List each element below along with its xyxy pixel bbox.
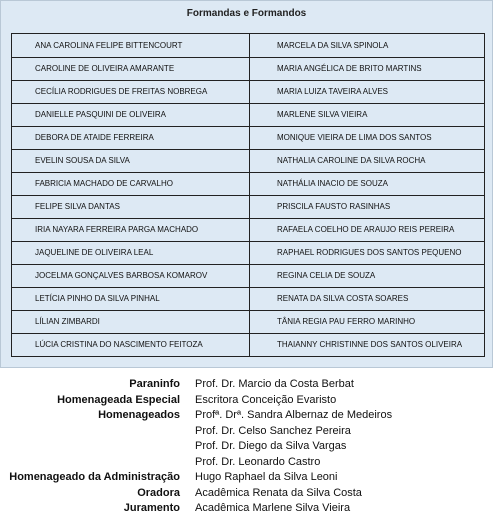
credit-line: [0, 455, 493, 471]
credit-line: [0, 501, 493, 517]
credit-person: Prof. Dr. Leonardo Castro: [195, 455, 321, 468]
graduate-name: JOCELMA GONÇALVES BARBOSA KOMAROV: [35, 271, 208, 280]
graduate-name: LETÍCIA PINHO DA SILVA PINHAL: [35, 294, 160, 303]
table-row: [12, 34, 484, 58]
ceremony-credits: [0, 377, 493, 517]
graduate-name: TÂNIA REGIA PAU FERRO MARINHO: [277, 317, 416, 326]
credit-role: Homenageados: [98, 409, 180, 421]
credit-person: Escritora Conceição Evaristo: [195, 393, 337, 406]
graduate-name: MARIA LUIZA TAVEIRA ALVES: [277, 87, 389, 96]
graduate-name: DANIELLE PASQUINI DE OLIVEIRA: [35, 110, 167, 119]
graduate-name: FELIPE SILVA DANTAS: [35, 202, 120, 211]
credit-person: Prof. Dr. Marcio da Costa Berbat: [195, 378, 354, 390]
credit-line: [0, 470, 493, 486]
credit-role: Homenageado da Administração: [9, 471, 180, 483]
graduate-name: NATHALIA CAROLINE DA SILVA ROCHA: [277, 156, 426, 165]
graduate-name: RAFAELA COELHO DE ARAUJO REIS PEREIRA: [277, 225, 455, 234]
graduate-name: EVELIN SOUSA DA SILVA: [35, 156, 130, 165]
graduate-name: RAPHAEL RODRIGUES DOS SANTOS PEQUENO: [277, 248, 462, 257]
graduate-name: RENATA DA SILVA COSTA SOARES: [277, 294, 409, 303]
credit-role: Homenageada Especial: [57, 393, 180, 406]
table-row: [12, 333, 484, 356]
table-row: [12, 241, 484, 265]
credit-person: Prof. Dr. Celso Sanchez Pereira: [195, 424, 351, 437]
table-row: [12, 172, 484, 196]
credit-person: Hugo Raphael da Silva Leoni: [195, 471, 338, 483]
table-row: [12, 287, 484, 311]
graduate-name: DEBORA DE ATAIDE FERREIRA: [35, 133, 154, 142]
graduate-name: LÍLIAN ZIMBARDI: [35, 317, 100, 326]
graduate-name: JAQUELINE DE OLIVEIRA LEAL: [35, 248, 154, 257]
table-row: [12, 80, 484, 104]
credit-role: Paraninfo: [129, 378, 180, 390]
credit-line: [0, 486, 493, 502]
table-row: [12, 195, 484, 219]
credit-line: [0, 439, 493, 455]
graduates-title: Formandas e Formandos: [186, 8, 307, 19]
graduate-name: PRISCILA FAUSTO RASINHAS: [277, 202, 391, 211]
credit-line: [0, 408, 493, 424]
table-row: [12, 264, 484, 288]
credit-role: Juramento: [123, 502, 180, 514]
table-row: [12, 310, 484, 334]
graduate-name: ANA CAROLINA FELIPE BITTENCOURT: [35, 41, 183, 50]
table-row: [12, 103, 484, 127]
graduates-table: [11, 33, 485, 357]
graduate-name: MARIA ANGÉLICA DE BRITO MARTINS: [277, 64, 422, 73]
graduate-name: LÚCIA CRISTINA DO NASCIMENTO FEITOZA: [35, 340, 203, 349]
table-row: [12, 126, 484, 150]
table-row: [12, 218, 484, 242]
graduate-name: THAIANNY CHRISTINNE DOS SANTOS OLIVEIRA: [277, 340, 463, 349]
graduate-name: NATHÁLIA INACIO DE SOUZA: [277, 179, 388, 188]
credit-person: Acadêmica Marlene Silva Vieira: [195, 502, 351, 514]
graduate-name: REGINA CELIA DE SOUZA: [277, 271, 376, 280]
credit-line: [0, 393, 493, 409]
graduate-name: CAROLINE DE OLIVEIRA AMARANTE: [35, 64, 175, 73]
graduate-name: CECÍLIA RODRIGUES DE FREITAS NOBREGA: [35, 87, 208, 96]
graduate-name: MARCELA DA SILVA SPINOLA: [277, 41, 389, 50]
credit-person: Profª. Drª. Sandra Albernaz de Medeiros: [195, 409, 393, 421]
graduate-name: MONIQUE VIEIRA DE LIMA DOS SANTOS: [277, 133, 432, 142]
credit-person: Prof. Dr. Diego da Silva Vargas: [195, 440, 347, 452]
graduate-name: IRIA NAYARA FERREIRA PARGA MACHADO: [35, 225, 199, 234]
table-row: [12, 149, 484, 173]
credit-line: [0, 377, 493, 393]
graduate-name: MARLENE SILVA VIEIRA: [277, 110, 368, 119]
table-row: [12, 57, 484, 81]
graduate-name: FABRICIA MACHADO DE CARVALHO: [35, 179, 173, 188]
credit-role: Oradora: [137, 486, 180, 499]
credit-person: Acadêmica Renata da Silva Costa: [195, 486, 362, 499]
credit-line: [0, 424, 493, 440]
